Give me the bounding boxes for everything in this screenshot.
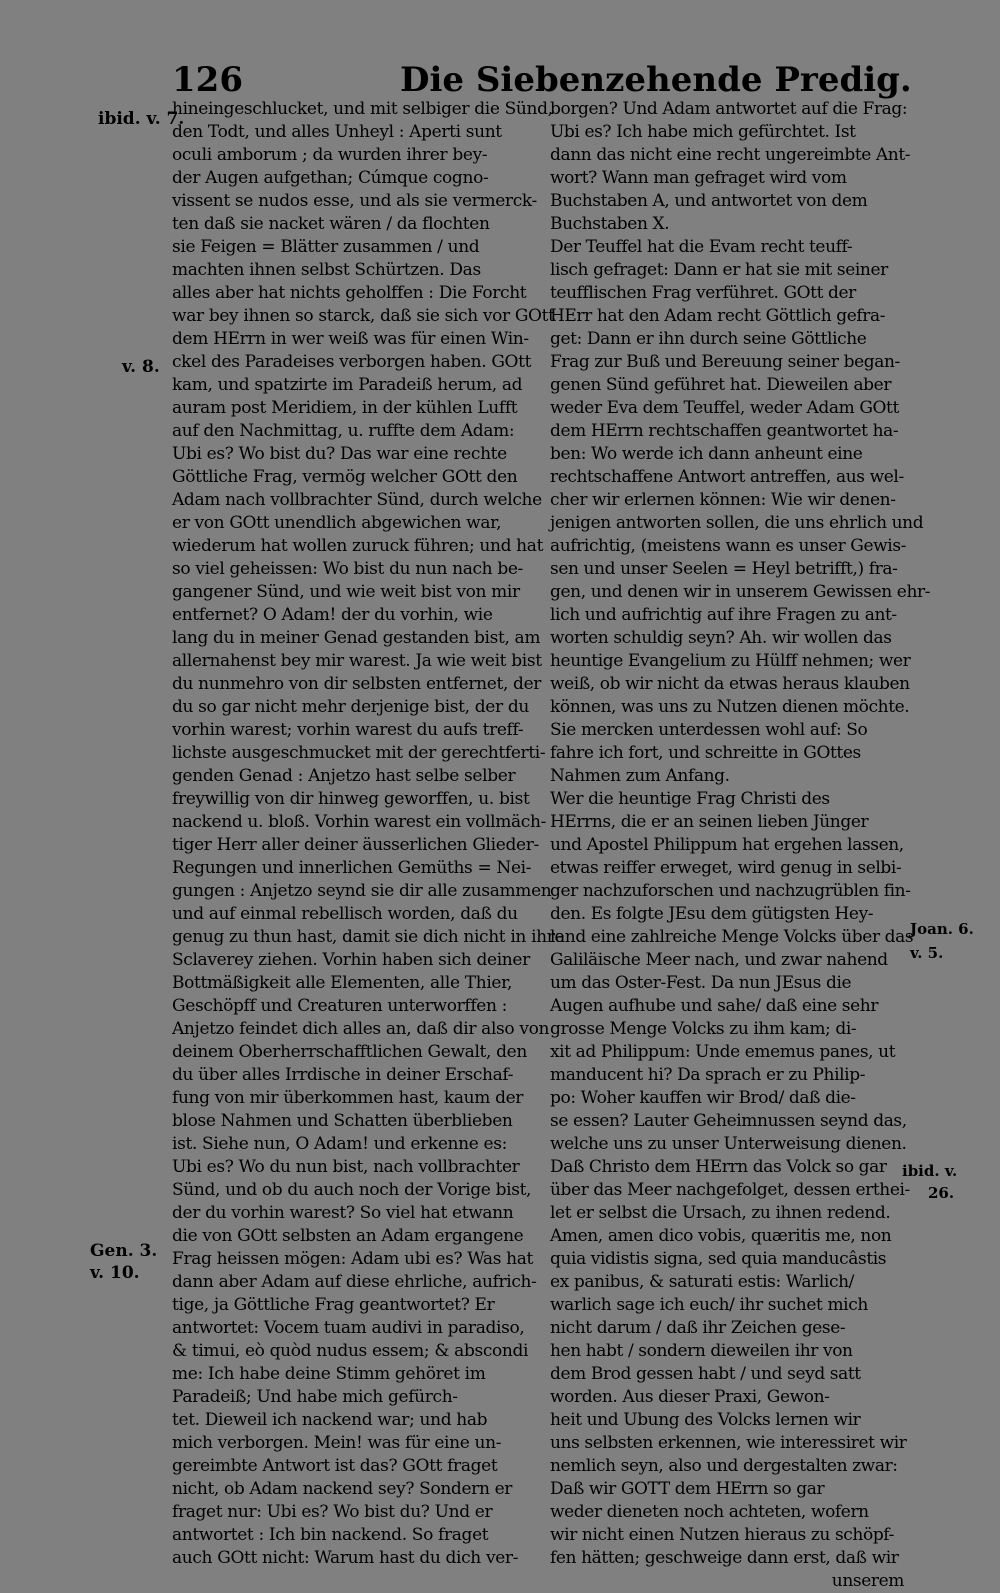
text-line: tige, ja Göttliche Frag geantwortet? Er	[172, 1295, 495, 1315]
text-line: hen habt / sondern dieweilen ihr von	[550, 1341, 853, 1361]
text-line: fahre ich fort, und schreitte in GOttes	[550, 743, 861, 763]
text-line: Geschöpff und Creaturen unterworffen :	[172, 996, 508, 1016]
text-line: worten schuldig seyn? Ah. wir wollen das	[550, 628, 892, 648]
margin-note-ibid-v: ibid. v.	[902, 1162, 958, 1180]
text-line: gen, und denen wir in unserem Gewissen ehr-	[550, 582, 931, 602]
text-line: land eine zahlreiche Menge Volcks über das	[550, 927, 914, 947]
page-number: 126	[172, 60, 243, 100]
text-line: kam, und spatzirte im Paradeiß herum, ad	[172, 375, 523, 395]
text-line: nicht darum / daß ihr Zeichen gese-	[550, 1318, 846, 1338]
text-line: auram post Meridiem, in der kühlen Lufft	[172, 398, 518, 418]
text-line: und Apostel Philippum hat ergehen lassen,	[550, 835, 904, 855]
text-line: auf den Nachmittag, u. ruffte dem Adam:	[172, 421, 515, 441]
margin-note-v8: v. 8.	[122, 357, 160, 377]
text-line: sie Feigen = Blätter zusammen / und	[172, 237, 480, 257]
text-line: fung von mir überkommen hast, kaum der	[172, 1088, 524, 1108]
text-line: mich verborgen. Mein! was für eine un-	[172, 1433, 502, 1453]
text-line: Nahmen zum Anfang.	[550, 766, 730, 786]
text-line: cher wir erlernen können: Wie wir denen-	[550, 490, 896, 510]
text-line: manducent hi? Da sprach er zu Philip-	[550, 1065, 866, 1085]
text-line: lisch gefraget: Dann er hat sie mit seiner	[550, 260, 888, 280]
text-line: vorhin warest; vorhin warest du aufs treff-	[172, 720, 524, 740]
text-line: & timui, eò quòd nudus essem; & abscondi	[172, 1341, 529, 1361]
text-line: Adam nach vollbrachter Sünd, durch welche	[172, 490, 542, 510]
text-line: du so gar nicht mehr derjenige bist, der du	[172, 697, 529, 717]
text-line: dem Brod gessen habt / und seyd satt	[550, 1364, 861, 1384]
text-line: weder dieneten noch achteten, wofern	[550, 1502, 869, 1522]
text-line: Anjetzo feindet dich alles an, daß dir also von	[172, 1019, 550, 1039]
text-line: lichste ausgeschmucket mit der gerechtferti-	[172, 743, 546, 763]
text-line: der Augen aufgethan; Cúmque cogno-	[172, 168, 489, 188]
text-line: get: Dann er ihn durch seine Göttliche	[550, 329, 867, 349]
text-line: Galiläische Meer nach, und zwar nahend	[550, 950, 888, 970]
text-line: so viel geheissen: Wo bist du nun nach be-	[172, 559, 523, 579]
text-line: lich und aufrichtig auf ihre Fragen zu ant-	[550, 605, 897, 625]
text-line: blose Nahmen und Schatten überblieben	[172, 1111, 513, 1131]
text-line: uns selbsten erkennen, wie interessiret wir	[550, 1433, 907, 1453]
text-line: Daß Christo dem HErrn das Volck so gar	[550, 1157, 887, 1177]
text-line: oculi amborum ; da wurden ihrer bey-	[172, 145, 488, 165]
text-line: ckel des Paradeises verborgen haben. GOtt	[172, 352, 532, 372]
text-line: freywillig von dir hinweg geworffen, u. bist	[172, 789, 530, 809]
text-line: jenigen antworten sollen, die uns ehrlich und	[550, 513, 924, 533]
text-line: grosse Menge Volcks zu ihm kam; di-	[550, 1019, 857, 1039]
text-line: me: Ich habe deine Stimm gehöret im	[172, 1364, 486, 1384]
text-line: tet. Dieweil ich nackend war; und hab	[172, 1410, 488, 1430]
margin-note-joan6: Joan. 6.	[910, 920, 974, 938]
text-line: auch GOtt nicht: Warum hast du dich ver-	[172, 1548, 519, 1568]
text-line: worden. Aus dieser Praxi, Gewon-	[550, 1387, 830, 1407]
text-line: Bottmäßigkeit alle Elementen, alle Thier,	[172, 973, 513, 993]
text-line: den Todt, und alles Unheyl : Aperti sunt	[172, 122, 502, 142]
text-line: wiederum hat wollen zuruck führen; und hat	[172, 536, 544, 556]
text-line: xit ad Philippum: Unde ememus panes, ut	[550, 1042, 896, 1062]
margin-note-v10: v. 10.	[90, 1263, 140, 1283]
text-line: borgen? Und Adam antwortet auf die Frag:	[550, 99, 908, 119]
text-line: die von GOtt selbsten an Adam ergangene	[172, 1226, 524, 1246]
text-line: vissent se nudos esse, und als sie vermerck-	[172, 191, 537, 211]
text-line: HErr hat den Adam recht Göttlich gefra-	[550, 306, 886, 326]
text-line: nemlich seyn, also und dergestalten zwar:	[550, 1456, 898, 1476]
text-line: genen Sünd geführet hat. Dieweilen aber	[550, 375, 892, 395]
text-line: nackend u. bloß. Vorhin warest ein vollmäch-	[172, 812, 546, 832]
margin-note-ibid-v7: ibid. v. 7.	[98, 109, 185, 129]
text-line: heuntige Evangelium zu Hülff nehmen; wer	[550, 651, 911, 671]
text-line: du nunmehro von dir selbsten entfernet, der	[172, 674, 542, 694]
text-line: Frag zur Buß und Bereuung seiner began-	[550, 352, 900, 372]
text-line: um das Oster-Fest. Da nun JEsus die	[550, 973, 852, 993]
text-line: Amen, amen dico vobis, quæritis me, non	[550, 1226, 892, 1246]
text-line: ger nachzuforschen und nachzugrüblen fin-	[550, 881, 911, 901]
text-line: etwas reiffer erweget, wird genug in selbi-	[550, 858, 902, 878]
text-line: sen und unser Seelen = Heyl betrifft,) fra-	[550, 559, 898, 579]
text-line: ex panibus, & saturati estis: Warlich/	[550, 1272, 854, 1292]
text-line: ben: Wo werde ich dann anheunt eine	[550, 444, 863, 464]
text-line: wort? Wann man gefraget wird vom	[550, 168, 847, 188]
text-line: allernahenst bey mir warest. Ja wie weit bist	[172, 651, 542, 671]
text-line: gangener Sünd, und wie weit bist von mir	[172, 582, 520, 602]
text-line: teufflischen Frag verführet. GOtt der	[550, 283, 856, 303]
text-line: Buchstaben X.	[550, 214, 670, 234]
text-line: Daß wir GOTT dem HErrn so gar	[550, 1479, 825, 1499]
text-line: dem HErrn rechtschaffen geantwortet ha-	[550, 421, 899, 441]
text-line: aufrichtig, (meistens wann es unser Gewis-	[550, 536, 906, 556]
text-line: antwortet : Ich bin nackend. So fraget	[172, 1525, 489, 1545]
text-line: Regungen und innerlichen Gemüths = Nei-	[172, 858, 532, 878]
text-line: Augen aufhube und sahe/ daß eine sehr	[550, 996, 879, 1016]
margin-note-26: 26.	[928, 1184, 955, 1202]
text-line: können, was uns zu Nutzen dienen möchte.	[550, 697, 910, 717]
text-line: du über alles Irrdische in deiner Erschaf-	[172, 1065, 514, 1085]
text-line: der du vorhin warest? So viel hat etwann	[172, 1203, 514, 1223]
text-line: Wer die heuntige Frag Christi des	[550, 789, 830, 809]
text-line: Ubi es? Ich habe mich gefürchtet. Ist	[550, 122, 856, 142]
text-line: gungen : Anjetzo seynd sie dir alle zusammen	[172, 881, 552, 901]
text-line: weiß, ob wir nicht da etwas heraus klauben	[550, 674, 910, 694]
text-line: fen hätten; geschweige dann erst, daß wir	[550, 1548, 899, 1568]
text-line: genug zu thun hast, damit sie dich nicht in ihre	[172, 927, 565, 947]
text-line: über das Meer nachgefolget, dessen erthei-	[550, 1180, 910, 1200]
text-line: genden Genad : Anjetzo hast selbe selber	[172, 766, 516, 786]
text-line: antwortet: Vocem tuam audivi in paradiso,	[172, 1318, 525, 1338]
text-line: heit und Ubung des Volcks lernen wir	[550, 1410, 861, 1430]
running-title: Die Siebenzehende Predig.	[400, 60, 912, 100]
text-line: Frag heissen mögen: Adam ubi es? Was hat	[172, 1249, 533, 1269]
text-line: dann das nicht eine recht ungereimbte Ant-	[550, 145, 911, 165]
text-line: nicht, ob Adam nackend sey? Sondern er	[172, 1479, 513, 1499]
text-line: den. Es folgte JEsu dem gütigsten Hey-	[550, 904, 874, 924]
text-line: dem HErrn in wer weiß was für einen Win-	[172, 329, 529, 349]
text-line: und auf einmal rebellisch worden, daß du	[172, 904, 518, 924]
text-line: welche uns zu unser Unterweisung dienen.	[550, 1134, 907, 1154]
text-line: lang du in meiner Genad gestanden bist, am	[172, 628, 541, 648]
text-line: Sie mercken unterdessen wohl auf: So	[550, 720, 868, 740]
margin-note-v5: v. 5.	[910, 944, 944, 962]
text-line: wir nicht einen Nutzen hieraus zu schöpf-	[550, 1525, 894, 1545]
text-line: hineingeschlucket, und mit selbiger die Sünd,	[172, 99, 553, 119]
text-line: deinem Oberherrschafftlichen Gewalt, den	[172, 1042, 527, 1062]
text-line: HErrns, die er an seinen lieben Jünger	[550, 812, 869, 832]
text-line: ist. Siehe nun, O Adam! und erkenne es:	[172, 1134, 507, 1154]
text-line: dann aber Adam auf diese ehrliche, aufrich-	[172, 1272, 537, 1292]
text-line: Paradeiß; Und habe mich gefürch-	[172, 1387, 458, 1407]
margin-note-gen3: Gen. 3.	[90, 1241, 158, 1261]
text-line: gereimbte Antwort ist das? GOtt fraget	[172, 1456, 498, 1476]
left-text-column	[172, 98, 565, 1570]
text-line: se essen? Lauter Geheimnussen seynd das,	[550, 1111, 907, 1131]
text-line: Göttliche Frag, vermög welcher GOtt den	[172, 467, 518, 487]
text-line: Ubi es? Wo du nun bist, nach vollbrachter	[172, 1157, 520, 1177]
text-line: tiger Herr aller deiner äusserlichen Glieder-	[172, 835, 539, 855]
text-line: weder Eva dem Teuffel, weder Adam GOtt	[550, 398, 899, 418]
text-line: fraget nur: Ubi es? Wo bist du? Und er	[172, 1502, 493, 1522]
text-line: quia vidistis signa, sed quia manducâstis	[550, 1249, 887, 1269]
text-line: Sünd, und ob du auch noch der Vorige bist,	[172, 1180, 532, 1200]
text-line: entfernet? O Adam! der du vorhin, wie	[172, 605, 493, 625]
text-line: po: Woher kauffen wir Brod/ daß die-	[550, 1088, 856, 1108]
text-line: Der Teuffel hat die Evam recht teuff-	[550, 237, 853, 257]
text-line: er von GOtt unendlich abgewichen war,	[172, 513, 502, 533]
text-line: warlich sage ich euch/ ihr suchet mich	[550, 1295, 868, 1315]
text-line: machten ihnen selbst Schürtzen. Das	[172, 260, 481, 280]
text-line: alles aber hat nichts geholffen : Die Forcht	[172, 283, 527, 303]
text-line: ten daß sie nacket wären / da flochten	[172, 214, 490, 234]
text-line: Buchstaben A, und antwortet von dem	[550, 191, 868, 211]
text-line: Ubi es? Wo bist du? Das war eine rechte	[172, 444, 507, 464]
text-line: Sclaverey ziehen. Vorhin haben sich deiner	[172, 950, 530, 970]
text-line: let er selbst die Ursach, zu ihnen redend.	[550, 1203, 891, 1223]
text-line: rechtschaffene Antwort antreffen, aus wel-	[550, 467, 904, 487]
catchword: unserem	[831, 1571, 904, 1591]
text-line: war bey ihnen so starck, daß sie sich vor GOtt	[172, 306, 555, 326]
